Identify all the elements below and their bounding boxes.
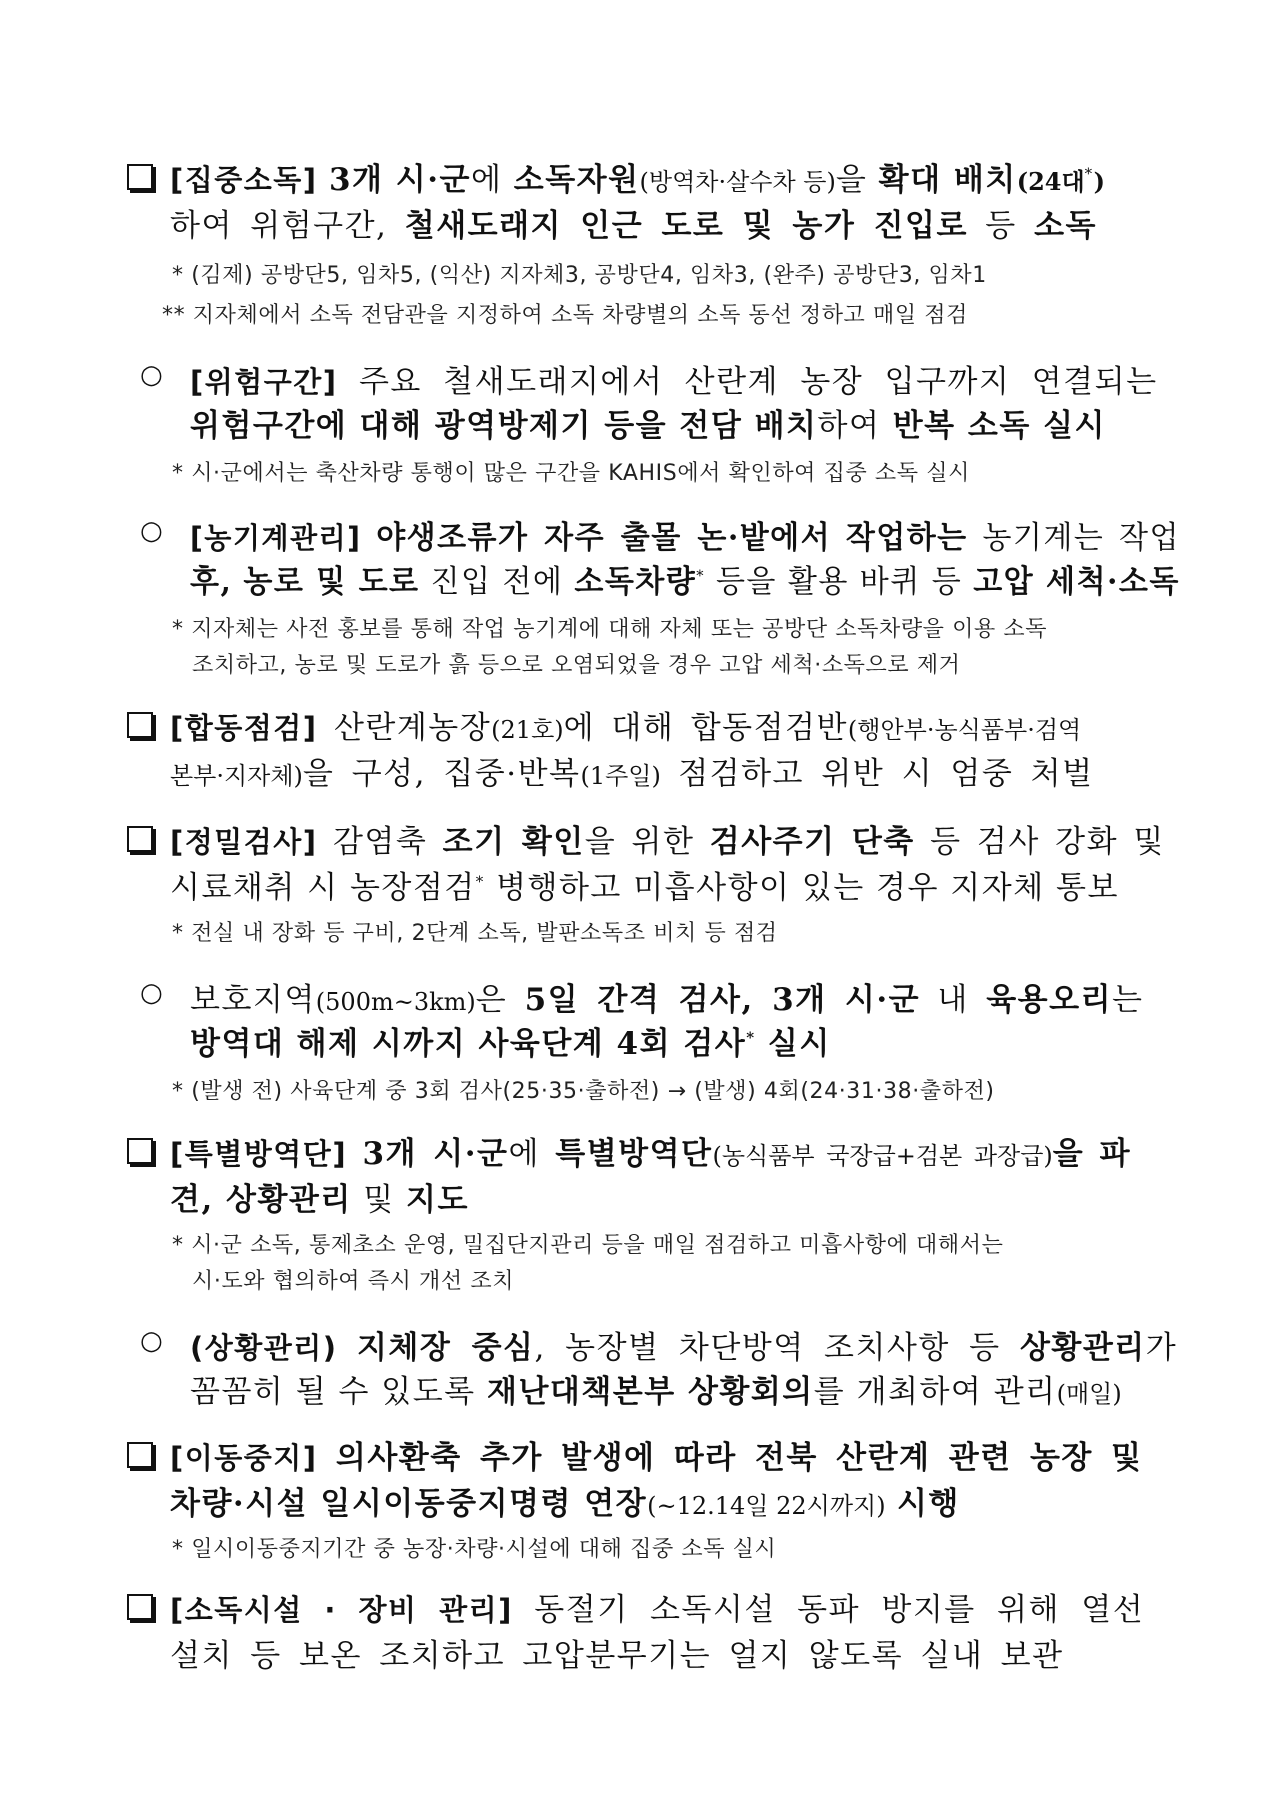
text-span: 작업하는 xyxy=(845,520,968,556)
footnote: * 일시이동중지기간 중 농장·차량·시설에 대해 집중 소독 실시 xyxy=(172,1537,777,1562)
section-line xyxy=(190,1322,1177,1367)
text-span: 특별방역단 xyxy=(555,1136,713,1172)
footnote: * 전실 내 장화 등 구비, 2단계 소독, 발판소독조 비치 등 점검 xyxy=(172,921,778,946)
text-span: 내 xyxy=(937,982,969,1018)
text-span: 위험구간에 대해 광역방제기 등을 xyxy=(190,408,668,444)
section-line xyxy=(170,1174,469,1219)
text-span: 사육단계 4회 검사 xyxy=(478,1026,747,1062)
text-span: 반복 소독 실시 xyxy=(892,408,1106,444)
text-span: 시료채취 시 농장점검 xyxy=(170,870,476,906)
square-bullet-icon xyxy=(127,1442,153,1468)
text-span: 진입 전에 xyxy=(430,564,564,600)
text-span: 보호지역 xyxy=(190,982,316,1018)
text-span: (24대 xyxy=(1016,167,1085,196)
square-bullet-icon xyxy=(127,826,153,852)
text-span: * xyxy=(1084,164,1094,183)
footnote: * 시·군에서는 축산차량 통행이 많은 구간을 KAHIS에서 확인하여 집중 소독 실시 xyxy=(172,461,970,486)
text-span: 을 위한 xyxy=(584,824,695,860)
text-span: 철새도래지 인근 도로 및 농가 진입로 xyxy=(404,208,968,244)
text-span: 후, xyxy=(190,564,233,600)
text-span: 가 xyxy=(1145,1330,1178,1366)
text-span: 꼼꼼히 될 수 있도록 xyxy=(190,1374,476,1410)
text-span: * xyxy=(746,1028,756,1047)
text-span: 고압 세척·소독 xyxy=(973,564,1180,600)
section-line xyxy=(170,1128,1131,1173)
section-tag: [위험구간] xyxy=(190,365,338,399)
text-span: 5일 간격 검사, 3개 시·군 xyxy=(524,982,921,1018)
text-span: 전담 배치 xyxy=(679,408,818,444)
text-span: 하여 xyxy=(817,408,881,444)
footnote: 시·도와 협의하여 즉시 개선 조치 xyxy=(192,1269,515,1294)
text-span: 에 xyxy=(508,1136,540,1172)
text-span: 야생조류가 자주 출몰 논·밭에서 xyxy=(376,520,832,556)
text-span: 방역대 해제 시까지 xyxy=(190,1026,467,1062)
square-bullet-icon xyxy=(127,1138,153,1164)
text-span: 및 xyxy=(363,1182,395,1218)
section-line xyxy=(190,974,1143,1019)
text-span: 합동점검반 xyxy=(690,710,848,746)
text-span: 육용오리 xyxy=(986,982,1113,1018)
text-span: 등 검사 강화 및 xyxy=(930,824,1165,860)
text-span: 지체장 중심 xyxy=(356,1330,535,1366)
circle-bullet-icon: ○ xyxy=(140,360,163,390)
text-span: 농기계는 작업 xyxy=(982,520,1180,556)
section-line xyxy=(190,556,1180,601)
section-line xyxy=(170,748,1094,793)
text-span: 본부·지자체) xyxy=(170,762,303,790)
section-line xyxy=(190,1366,1122,1411)
text-span: (~12.14일 22시까지) xyxy=(647,1492,886,1520)
text-span: * xyxy=(696,566,705,585)
footnote: * (발생 전) 사육단계 중 3회 검사(25·35·출하전) → (발생) 4회(24·31·38·출하전) xyxy=(172,1079,995,1104)
text-span: 점검하고 위반 시 엄중 처벌 xyxy=(678,756,1094,792)
footnote: 조치하고, 농로 및 도로가 흙 등으로 오염되었을 경우 고압 세척·소독으로 제거 xyxy=(192,653,961,678)
text-span: 상황관리 xyxy=(1019,1330,1146,1366)
section-line xyxy=(190,400,1106,445)
square-bullet-icon xyxy=(127,164,153,190)
text-span: 주요 철새도래지에서 산란계 농장 입구까지 연결되는 xyxy=(358,364,1158,400)
text-span: 을 구성, 집중·반복 xyxy=(302,756,581,792)
text-span: 을 xyxy=(1052,1136,1085,1172)
section-line xyxy=(170,1584,1144,1629)
text-span: 파 xyxy=(1099,1136,1132,1172)
text-span: 감염축 xyxy=(332,824,428,860)
text-span: 재난대책본부 상황회의 xyxy=(487,1374,814,1410)
text-span: 3개 시·군 xyxy=(328,162,471,198)
text-span: 을 xyxy=(835,162,868,198)
text-span: 에 xyxy=(470,162,503,198)
section-tag: [정밀검사] xyxy=(170,825,318,859)
text-span: 확대 배치 xyxy=(878,162,1017,198)
text-span: 은 xyxy=(475,982,508,1018)
text-span: 산란계농장 xyxy=(333,710,492,746)
circle-bullet-icon: ○ xyxy=(140,516,163,546)
section-line xyxy=(170,1432,1143,1477)
circle-bullet-icon: ○ xyxy=(140,1326,163,1356)
text-span: 동절기 소독시설 동파 방지를 위해 열선 xyxy=(534,1592,1145,1628)
text-span: 농로 및 도로 xyxy=(243,564,420,600)
text-span: * xyxy=(475,872,485,891)
section-line xyxy=(170,862,1119,907)
circle-bullet-icon: ○ xyxy=(140,978,163,1008)
section-tag: [집중소독] xyxy=(170,163,318,197)
text-span: 를 개최하여 관리 xyxy=(813,1374,1057,1410)
text-span: 견, 상황관리 xyxy=(170,1182,352,1218)
text-span: 소독 xyxy=(1034,208,1097,244)
text-span: (1주일) xyxy=(580,762,661,790)
section-line xyxy=(170,200,1097,245)
text-span: ) xyxy=(1093,167,1106,196)
footnote: ** 지자체에서 소독 전담관을 지정하여 소독 차량별의 소독 동선 정하고 매일 점검 xyxy=(162,303,968,328)
section-line xyxy=(170,154,1105,199)
text-span: (매일) xyxy=(1056,1380,1122,1408)
text-span: (방역차·살수차 등) xyxy=(639,168,836,196)
text-span: 지도 xyxy=(406,1182,469,1218)
text-span: 소독차량 xyxy=(574,564,697,600)
text-span: (농식품부 국장급+검본 과장급) xyxy=(712,1142,1053,1170)
footnote: * (김제) 공방단5, 임차5, (익산) 지자체3, 공방단4, 임차3, (완주) 공방단3, 임차1 xyxy=(172,263,987,288)
text-span: 에 대해 xyxy=(563,710,675,746)
section-line xyxy=(170,702,1081,747)
section-tag: [특별방역단] xyxy=(170,1137,348,1171)
section-tag: [합동점검] xyxy=(170,711,318,745)
section-line xyxy=(170,1478,960,1523)
footnote: * 시·군 소독, 통제초소 운영, 밀집단지관리 등을 매일 점검하고 미흡사항에 대해서는 xyxy=(172,1233,1004,1258)
square-bullet-icon xyxy=(127,1594,153,1620)
section-line: 설치 등 보온 조치하고 고압분무기는 얼지 않도록 실내 보관 xyxy=(170,1638,1064,1674)
section-tag: [소독시설 · 장비 관리] xyxy=(170,1593,513,1627)
text-span: 3개 시·군 xyxy=(362,1136,509,1172)
text-span: 조기 확인 xyxy=(442,824,585,860)
text-span: 시행 xyxy=(896,1486,960,1522)
square-bullet-icon xyxy=(127,712,153,738)
text-span: 차량·시설 일시이동중지명령 연장 xyxy=(170,1486,648,1522)
text-span: 하여 위험구간, xyxy=(170,208,388,244)
text-span: (21호) xyxy=(491,716,564,744)
text-span: 등 xyxy=(985,208,1017,244)
text-span: , 농장별 차단방역 조치사항 등 xyxy=(534,1330,1001,1366)
section-tag: [이동중지] xyxy=(170,1441,318,1475)
section-line xyxy=(190,512,1180,557)
footnote: * 지자체는 사전 홍보를 통해 작업 농기계에 대해 자체 또는 공방단 소독차량을 이용 소독 xyxy=(172,617,1048,642)
section-tag: [농기계관리] xyxy=(190,521,362,555)
text-span: 등을 활용 바퀴 등 xyxy=(715,564,963,600)
text-span: 실시 xyxy=(767,1026,831,1062)
text-span: (행안부·농식품부·검역 xyxy=(847,716,1082,744)
section-line xyxy=(170,816,1165,861)
text-span: (500m~3km) xyxy=(315,988,476,1016)
text-span: 병행하고 미흡사항이 있는 경우 지자체 통보 xyxy=(496,870,1119,906)
text-span: 소독자원 xyxy=(513,162,640,198)
section-line xyxy=(190,356,1158,401)
section-line xyxy=(190,1018,831,1063)
text-span: 의사환축 추가 발생에 따라 전북 산란계 관련 농장 및 xyxy=(335,1440,1143,1476)
text-span: 검사주기 단축 xyxy=(709,824,915,860)
section-tag: (상황관리) xyxy=(190,1331,338,1365)
text-span: 는 xyxy=(1112,982,1144,1018)
